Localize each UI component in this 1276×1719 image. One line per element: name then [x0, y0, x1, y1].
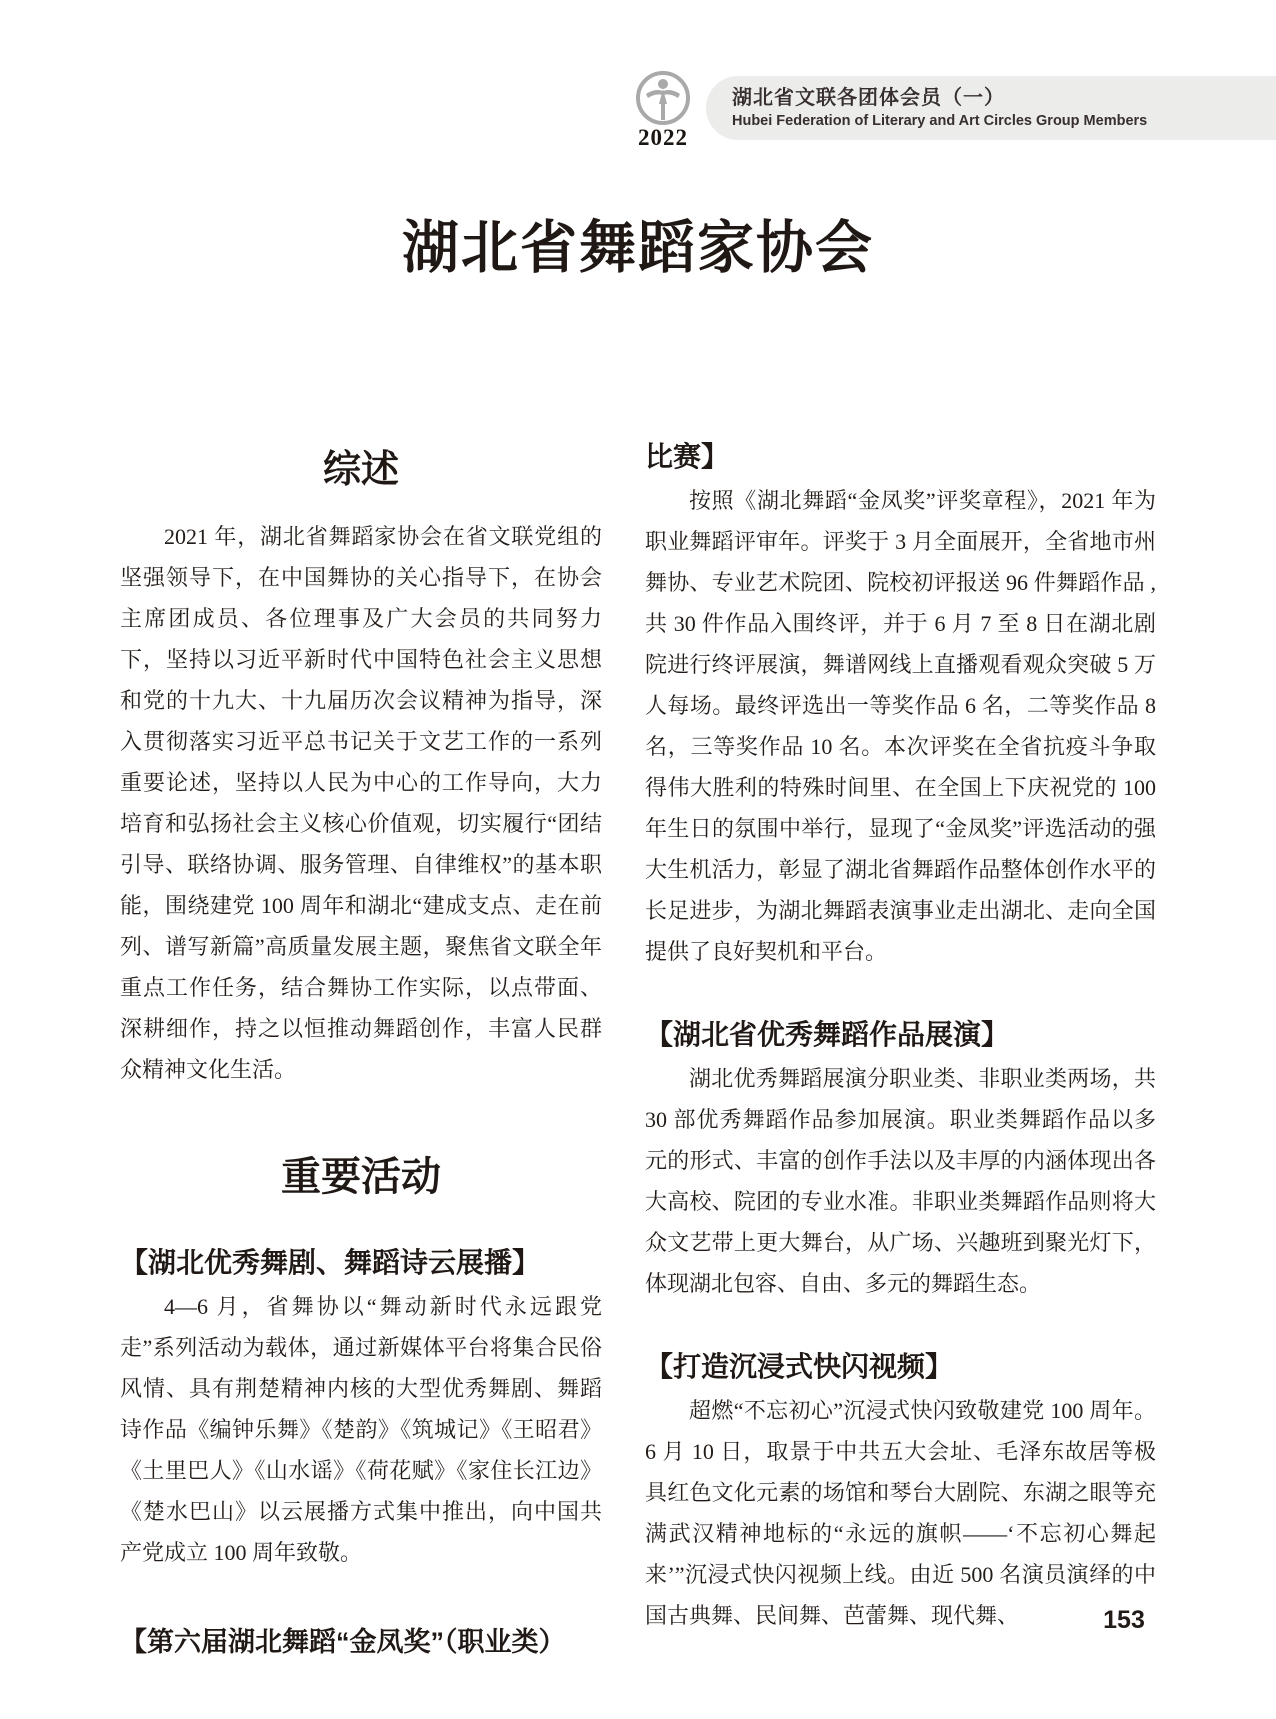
federation-logo: [622, 70, 704, 150]
dancer-emblem-icon: [622, 70, 704, 128]
header-banner: [706, 76, 1276, 140]
header-year: 2022: [638, 125, 688, 150]
header-title-cn: 湖北省文联各团体会员（一）: [732, 86, 1005, 109]
page-number: 153: [1103, 1606, 1145, 1634]
right-column: [645, 432, 1156, 1659]
overview-paragraph: 2021 年，湖北省舞蹈家协会在省文联党组的坚强领导下，在中国舞协的关心指导下，在协会主席团成员、各位理事及广大会员的共同努力下，坚持以习近平新时代中国特色社会主义思想和党的十九大、十九届历次会议精神为指导，深入贯彻落实习近平总书记关于文艺工作的一系列重要论述，坚持以人民为中心的工作导向，大力培育和弘扬社会主义核心价值观，切实履行“团结引导、联络协调、服务管理、自律维权”的基本职能，围绕建党 100 周年和湖北“建成支点、走在前列、谱写新篇”高质量发展主题，聚焦省文联全年重点工作任务，结合舞协工作实际，以点带面、深耕细作，持之以恒推动舞蹈创作，丰富人民群众精神文化生活。: [120, 524, 602, 1082]
header-title-en: Hubei Federation of Literary and Art Circles Group Members: [732, 112, 1148, 129]
overview-heading: 综述: [322, 449, 399, 491]
section-paragraph-golden-phoenix: 按照《湖北舞蹈“金凤奖”评奖章程》，2021 年为职业舞蹈评审年。评奖于 3 月全面展开，全省地市州舞协、专业艺术院团、院校初评报送 96 件舞蹈作品 , 共 30 件作品入围终评，并于 6 月 7 至 8 日在湖北剧院进行终评展演，舞谱网线上直播观看观众突破 5 万人每场。最终评选出一等奖作品 6 名，二等奖作品 8 名，三等奖作品 10 名。本次评奖在全省抗疫斗争取得伟大胜利的特殊时间里、在全国上下庆祝党的 100 年生日的氛围中举行，显现了“金凤奖”评选活动的强大生机活力，彰显了湖北省舞蹈作品整体创作水平的长足进步，为湖北舞蹈表演事业走出湖北、走向全国提供了良好契机和平台。: [645, 488, 1156, 964]
page-title: 湖北省舞蹈家协会: [402, 217, 874, 280]
article-columns: [120, 432, 1156, 1659]
section-heading-golden-phoenix-cont: 比赛】: [645, 441, 730, 472]
section-paragraph-cloud-broadcast: 4—6 月，省舞协以“舞动新时代永远跟党走”系列活动为载体，通过新媒体平台将集合民俗风情、具有荆楚精神内核的大型优秀舞剧、舞蹈诗作品《编钟乐舞》《楚韵》《筑城记》《王昭君》《土里巴人》《山水谣》《荷花赋》《家住长江边》《楚水巴山》以云展播方式集中推出，向中国共产党成立 100 周年致敬。: [120, 1294, 602, 1565]
section-heading-cloud-broadcast: 【湖北优秀舞剧、舞蹈诗云展播】: [120, 1247, 541, 1278]
section-heading-dance-showcase: 【湖北省优秀舞蹈作品展演】: [645, 1019, 1010, 1050]
section-paragraph-dance-showcase: 湖北优秀舞蹈展演分职业类、非职业类两场，共 30 部优秀舞蹈作品参加展演。职业类舞蹈作品以多元的形式、丰富的创作手法以及丰厚的内涵体现出各大高校、院团的专业水准。非职业类舞蹈作品则将大众文艺带上更大舞台，从广场、兴趣班到聚光灯下，体现湖北包容、自由、多元的舞蹈生态。: [645, 1066, 1156, 1296]
section-heading-flashmob-video: 【打造沉浸式快闪视频】: [645, 1351, 954, 1382]
activities-heading: 重要活动: [281, 1155, 441, 1199]
section-heading-golden-phoenix: 【第六届湖北舞蹈“金凤奖”（职业类）: [120, 1627, 566, 1657]
section-paragraph-flashmob-video: 超燃“不忘初心”沉浸式快闪致敬建党 100 周年。6 月 10 日，取景于中共五大会址、毛泽东故居等极具红色文化元素的场馆和琴台大剧院、东湖之眼等充满武汉精神地标的“永远的旗帜——‘不忘初心舞起来’”沉浸式快闪视频上线。由近 500 名演员演绎的中国古典舞、民间舞、芭蕾舞、现代舞、: [645, 1398, 1156, 1628]
left-column: [120, 432, 602, 1659]
